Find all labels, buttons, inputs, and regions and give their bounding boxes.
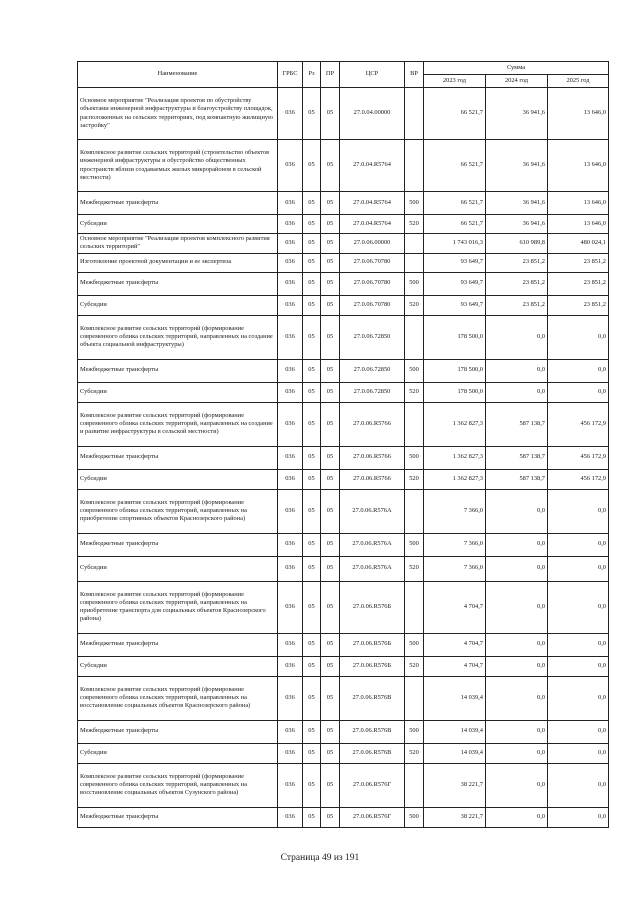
row-name: Субсидии [78, 469, 278, 489]
row-pr: 05 [321, 382, 340, 402]
row-sum-2023: 14 039,4 [424, 743, 486, 763]
row-sum-2025: 0,0 [548, 556, 609, 581]
row-rz: 05 [303, 581, 321, 633]
table-row [78, 402, 609, 446]
row-name: Субсидии [78, 215, 278, 234]
table-row [78, 533, 609, 556]
row-csr: 27.0.06.R576Б [340, 633, 405, 656]
row-rz: 05 [303, 533, 321, 556]
row-pr: 05 [321, 533, 340, 556]
row-sum-2025: 13 646,0 [548, 140, 609, 192]
row-pr: 05 [321, 656, 340, 676]
row-grbs: 036 [278, 234, 303, 254]
row-sum-2023: 66 521,7 [424, 215, 486, 234]
row-sum-2024: 0,0 [486, 807, 548, 827]
row-name: Межбюджетные трансферты [78, 192, 278, 215]
row-vr: 520 [405, 382, 424, 402]
table-row [78, 720, 609, 743]
header-grbs: ГРБС [278, 62, 303, 88]
header-year-2023: 2023 год [424, 75, 486, 88]
row-sum-2024: 0,0 [486, 633, 548, 656]
row-rz: 05 [303, 633, 321, 656]
row-name: Основное мероприятие "Реализация проектов по обустройству объектами инженерной инфраструктуры и благоустройству площадок, расположенных на сельских территориях, под компактную жилищную застройку" [78, 88, 278, 140]
row-name: Межбюджетные трансферты [78, 359, 278, 382]
row-sum-2023: 14 039,4 [424, 676, 486, 720]
row-sum-2023: 1 362 827,3 [424, 446, 486, 469]
row-sum-2024: 36 941,6 [486, 88, 548, 140]
row-sum-2025: 456 172,9 [548, 469, 609, 489]
table-row [78, 743, 609, 763]
row-rz: 05 [303, 382, 321, 402]
table-row [78, 253, 609, 272]
row-csr: 27.0.06.70780 [340, 272, 405, 295]
table-row [78, 215, 609, 234]
row-sum-2024: 23 851,2 [486, 253, 548, 272]
row-rz: 05 [303, 469, 321, 489]
row-vr: 520 [405, 295, 424, 315]
row-sum-2025: 0,0 [548, 581, 609, 633]
table-row [78, 446, 609, 469]
row-pr: 05 [321, 720, 340, 743]
row-name: Комплексное развитие сельских территорий (строительство объектов инженерной инфраструктуры и обустройство общественных пространств вблизи создаваемых жилых микрорайонов в сельской местности) [78, 140, 278, 192]
row-vr [405, 402, 424, 446]
row-grbs: 036 [278, 581, 303, 633]
row-sum-2023: 4 704,7 [424, 581, 486, 633]
row-name: Субсидии [78, 656, 278, 676]
table-row [78, 807, 609, 827]
row-grbs: 036 [278, 192, 303, 215]
table-row [78, 140, 609, 192]
row-csr: 27.0.06.R5766 [340, 469, 405, 489]
table-row [78, 315, 609, 359]
row-pr: 05 [321, 234, 340, 254]
row-grbs: 036 [278, 720, 303, 743]
row-rz: 05 [303, 359, 321, 382]
row-rz: 05 [303, 676, 321, 720]
row-csr: 27.0.06.R576Г [340, 763, 405, 807]
row-pr: 05 [321, 402, 340, 446]
row-name: Субсидии [78, 295, 278, 315]
row-sum-2025: 0,0 [548, 676, 609, 720]
row-csr: 27.0.06.R576В [340, 743, 405, 763]
row-sum-2025: 13 646,0 [548, 215, 609, 234]
table-row [78, 469, 609, 489]
row-vr: 520 [405, 215, 424, 234]
row-sum-2025: 0,0 [548, 656, 609, 676]
row-pr: 05 [321, 469, 340, 489]
row-csr: 27.0.06.R576В [340, 676, 405, 720]
row-grbs: 036 [278, 272, 303, 295]
row-sum-2024: 0,0 [486, 720, 548, 743]
row-vr [405, 315, 424, 359]
row-sum-2023: 4 704,7 [424, 656, 486, 676]
row-grbs: 036 [278, 533, 303, 556]
row-name: Субсидии [78, 743, 278, 763]
row-sum-2024: 0,0 [486, 763, 548, 807]
header-year-2024: 2024 год [486, 75, 548, 88]
row-sum-2025: 23 851,2 [548, 295, 609, 315]
row-csr: 27.0.06.72850 [340, 359, 405, 382]
row-sum-2025: 480 024,1 [548, 234, 609, 254]
row-pr: 05 [321, 743, 340, 763]
row-csr: 27.0.06.R576Б [340, 656, 405, 676]
header-vr: ВР [405, 62, 424, 88]
table-row [78, 295, 609, 315]
budget-table [77, 61, 609, 828]
row-csr: 27.0.06.70780 [340, 295, 405, 315]
row-sum-2023: 4 704,7 [424, 633, 486, 656]
row-name: Субсидии [78, 556, 278, 581]
row-sum-2023: 14 039,4 [424, 720, 486, 743]
row-grbs: 036 [278, 382, 303, 402]
row-name: Межбюджетные трансферты [78, 720, 278, 743]
row-rz: 05 [303, 88, 321, 140]
row-grbs: 036 [278, 88, 303, 140]
row-vr: 500 [405, 633, 424, 656]
table-body [78, 88, 609, 828]
row-rz: 05 [303, 215, 321, 234]
row-name: Изготовление проектной документации и ее экспертиза [78, 253, 278, 272]
row-sum-2025: 0,0 [548, 489, 609, 533]
table-row [78, 556, 609, 581]
row-sum-2025: 0,0 [548, 533, 609, 556]
row-rz: 05 [303, 315, 321, 359]
row-sum-2023: 7 366,0 [424, 556, 486, 581]
row-sum-2023: 1 362 827,3 [424, 402, 486, 446]
row-rz: 05 [303, 656, 321, 676]
row-pr: 05 [321, 633, 340, 656]
row-sum-2024: 36 941,6 [486, 140, 548, 192]
row-sum-2023: 178 500,0 [424, 382, 486, 402]
row-pr: 05 [321, 192, 340, 215]
row-sum-2024: 0,0 [486, 382, 548, 402]
row-name: Комплексное развитие сельских территорий (формирование современного облика сельских территорий, направленных на приобретение транспорта для социальных объектов Краснозерского района) [78, 581, 278, 633]
row-sum-2024: 0,0 [486, 315, 548, 359]
table-row [78, 656, 609, 676]
row-grbs: 036 [278, 295, 303, 315]
row-rz: 05 [303, 192, 321, 215]
row-sum-2023: 38 221,7 [424, 763, 486, 807]
row-vr [405, 581, 424, 633]
row-grbs: 036 [278, 253, 303, 272]
row-rz: 05 [303, 295, 321, 315]
table-row [78, 88, 609, 140]
row-vr: 520 [405, 469, 424, 489]
row-rz: 05 [303, 720, 321, 743]
row-grbs: 036 [278, 315, 303, 359]
row-vr: 500 [405, 192, 424, 215]
row-pr: 05 [321, 315, 340, 359]
row-csr: 27.0.06.R576A [340, 489, 405, 533]
row-sum-2024: 0,0 [486, 489, 548, 533]
row-vr: 520 [405, 743, 424, 763]
row-name: Межбюджетные трансферты [78, 633, 278, 656]
row-rz: 05 [303, 807, 321, 827]
row-rz: 05 [303, 234, 321, 254]
row-name: Субсидии [78, 382, 278, 402]
row-pr: 05 [321, 807, 340, 827]
row-pr: 05 [321, 88, 340, 140]
row-sum-2025: 0,0 [548, 315, 609, 359]
row-csr: 27.0.06.R576Г [340, 807, 405, 827]
row-pr: 05 [321, 272, 340, 295]
table-row [78, 192, 609, 215]
header-csr: ЦСР [340, 62, 405, 88]
row-sum-2024: 610 989,8 [486, 234, 548, 254]
row-sum-2025: 0,0 [548, 633, 609, 656]
header-sum: Сумма [424, 62, 609, 75]
row-csr: 27.0.06.72850 [340, 315, 405, 359]
row-rz: 05 [303, 743, 321, 763]
row-pr: 05 [321, 581, 340, 633]
row-sum-2024: 0,0 [486, 656, 548, 676]
row-csr: 27.0.06.R5766 [340, 446, 405, 469]
row-csr: 27.0.06.R576A [340, 556, 405, 581]
row-vr: 500 [405, 272, 424, 295]
row-csr: 27.0.06.R576В [340, 720, 405, 743]
row-rz: 05 [303, 140, 321, 192]
table-row [78, 234, 609, 254]
row-sum-2023: 93 649,7 [424, 253, 486, 272]
header-year-2025: 2025 год [548, 75, 609, 88]
row-sum-2025: 456 172,9 [548, 402, 609, 446]
row-rz: 05 [303, 763, 321, 807]
row-grbs: 036 [278, 556, 303, 581]
row-rz: 05 [303, 446, 321, 469]
row-name: Межбюджетные трансферты [78, 533, 278, 556]
table-row [78, 489, 609, 533]
header-pr: ПР [321, 62, 340, 88]
row-csr: 27.0.04.00000 [340, 88, 405, 140]
row-rz: 05 [303, 272, 321, 295]
row-vr [405, 489, 424, 533]
row-sum-2024: 23 851,2 [486, 272, 548, 295]
row-grbs: 036 [278, 656, 303, 676]
page-number: Страница 49 из 191 [280, 853, 360, 863]
row-sum-2023: 7 366,0 [424, 489, 486, 533]
header-name: Наименование [78, 62, 278, 88]
row-sum-2025: 0,0 [548, 807, 609, 827]
row-grbs: 036 [278, 743, 303, 763]
table-row [78, 676, 609, 720]
row-rz: 05 [303, 253, 321, 272]
row-grbs: 036 [278, 489, 303, 533]
row-name: Комплексное развитие сельских территорий (формирование современного облика сельских территорий, направленных на приобретение спортивных объектов Краснозерского района) [78, 489, 278, 533]
row-sum-2024: 587 138,7 [486, 469, 548, 489]
row-csr: 27.0.06.R576Б [340, 581, 405, 633]
row-name: Комплексное развитие сельских территорий (формирование современного облика сельских территорий, направленных на создание и развитие инфраструктуры в сельской местности) [78, 402, 278, 446]
row-sum-2023: 93 649,7 [424, 272, 486, 295]
row-grbs: 036 [278, 402, 303, 446]
row-vr [405, 234, 424, 254]
row-grbs: 036 [278, 807, 303, 827]
table-row [78, 763, 609, 807]
row-csr: 27.0.06.00000 [340, 234, 405, 254]
row-pr: 05 [321, 556, 340, 581]
row-csr: 27.0.06.R576A [340, 533, 405, 556]
row-sum-2024: 0,0 [486, 676, 548, 720]
row-sum-2023: 1 362 827,3 [424, 469, 486, 489]
table-row [78, 272, 609, 295]
row-sum-2025: 0,0 [548, 382, 609, 402]
row-csr: 27.0.04.R5764 [340, 215, 405, 234]
row-vr [405, 88, 424, 140]
row-sum-2023: 1 743 016,3 [424, 234, 486, 254]
row-vr: 520 [405, 556, 424, 581]
row-sum-2025: 23 851,2 [548, 253, 609, 272]
row-sum-2024: 0,0 [486, 533, 548, 556]
row-sum-2024: 23 851,2 [486, 295, 548, 315]
row-rz: 05 [303, 556, 321, 581]
row-pr: 05 [321, 676, 340, 720]
row-name: Межбюджетные трансферты [78, 807, 278, 827]
row-vr: 520 [405, 656, 424, 676]
row-sum-2024: 0,0 [486, 581, 548, 633]
row-name: Межбюджетные трансферты [78, 272, 278, 295]
row-sum-2025: 0,0 [548, 763, 609, 807]
row-sum-2024: 0,0 [486, 556, 548, 581]
row-name: Комплексное развитие сельских территорий (формирование современного облика сельских территорий, направленных на создание объекта социальной инфраструктуры) [78, 315, 278, 359]
row-grbs: 036 [278, 215, 303, 234]
row-vr [405, 763, 424, 807]
row-sum-2023: 66 521,7 [424, 192, 486, 215]
header-rz: Рз [303, 62, 321, 88]
row-name: Основное мероприятие "Реализация проектов комплексного развития сельских территорий" [78, 234, 278, 254]
row-sum-2024: 587 138,7 [486, 446, 548, 469]
row-vr [405, 140, 424, 192]
row-pr: 05 [321, 489, 340, 533]
row-vr: 500 [405, 533, 424, 556]
row-csr: 27.0.04.R5764 [340, 192, 405, 215]
row-sum-2023: 66 521,7 [424, 88, 486, 140]
row-sum-2025: 23 851,2 [548, 272, 609, 295]
row-vr: 500 [405, 446, 424, 469]
row-grbs: 036 [278, 633, 303, 656]
row-sum-2025: 456 172,9 [548, 446, 609, 469]
row-csr: 27.0.06.70780 [340, 253, 405, 272]
row-pr: 05 [321, 253, 340, 272]
row-sum-2025: 13 646,0 [548, 192, 609, 215]
row-sum-2023: 7 366,0 [424, 533, 486, 556]
row-sum-2024: 587 138,7 [486, 402, 548, 446]
row-pr: 05 [321, 215, 340, 234]
row-vr [405, 253, 424, 272]
row-rz: 05 [303, 402, 321, 446]
table-row [78, 359, 609, 382]
table-row [78, 581, 609, 633]
row-pr: 05 [321, 295, 340, 315]
row-sum-2024: 0,0 [486, 743, 548, 763]
row-grbs: 036 [278, 676, 303, 720]
row-grbs: 036 [278, 763, 303, 807]
row-sum-2025: 13 646,0 [548, 88, 609, 140]
row-grbs: 036 [278, 446, 303, 469]
row-sum-2025: 0,0 [548, 359, 609, 382]
row-csr: 27.0.04.R5764 [340, 140, 405, 192]
row-pr: 05 [321, 359, 340, 382]
row-name: Межбюджетные трансферты [78, 446, 278, 469]
row-csr: 27.0.06.72850 [340, 382, 405, 402]
row-pr: 05 [321, 446, 340, 469]
row-vr: 500 [405, 359, 424, 382]
row-vr: 500 [405, 807, 424, 827]
row-pr: 05 [321, 140, 340, 192]
row-vr: 500 [405, 720, 424, 743]
row-sum-2024: 36 941,6 [486, 192, 548, 215]
row-vr [405, 676, 424, 720]
row-sum-2023: 178 500,0 [424, 315, 486, 359]
row-sum-2025: 0,0 [548, 743, 609, 763]
row-pr: 05 [321, 763, 340, 807]
row-sum-2024: 36 941,6 [486, 215, 548, 234]
row-grbs: 036 [278, 140, 303, 192]
row-sum-2023: 178 500,0 [424, 359, 486, 382]
row-name: Комплексное развитие сельских территорий (формирование современного облика сельских территорий, направленных на восстановление социальных объектов Краснозерского района) [78, 676, 278, 720]
table-row [78, 382, 609, 402]
row-sum-2024: 0,0 [486, 359, 548, 382]
row-sum-2023: 66 521,7 [424, 140, 486, 192]
table-row [78, 633, 609, 656]
row-sum-2025: 0,0 [548, 720, 609, 743]
row-name: Комплексное развитие сельских территорий (формирование современного облика сельских территорий, направленных на восстановление социальных объектов Сузунского района) [78, 763, 278, 807]
row-grbs: 036 [278, 469, 303, 489]
row-sum-2023: 93 649,7 [424, 295, 486, 315]
row-csr: 27.0.06.R5766 [340, 402, 405, 446]
row-grbs: 036 [278, 359, 303, 382]
row-rz: 05 [303, 489, 321, 533]
row-sum-2023: 38 221,7 [424, 807, 486, 827]
